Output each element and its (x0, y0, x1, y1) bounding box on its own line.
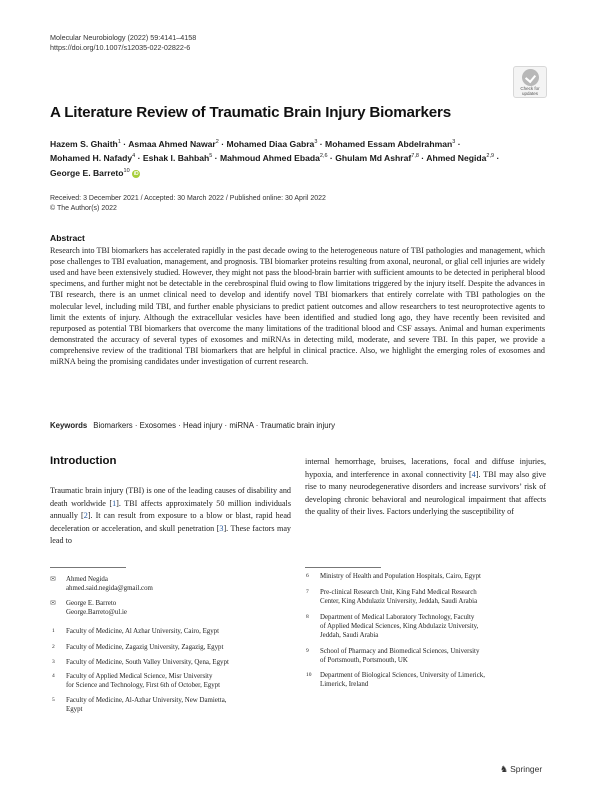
author-affiliation-ref: 3 (452, 139, 456, 146)
citation-link[interactable]: 4 (471, 469, 476, 479)
intro-text: ]. It can result from exposure to a blow or blast, rapid head deceleration or acceleration, and skull penetration [ (50, 511, 291, 533)
affiliation-number: 5 (52, 697, 55, 703)
intro-text: internal hemorrhage, bruises, lacerations, focal and diffuse injuries, hypoxia, and interference in axonal connectivity [ (305, 457, 546, 479)
keywords-line (50, 421, 335, 430)
envelope-icon: ✉ (50, 600, 56, 607)
author-affiliation-ref: 7,8 (411, 153, 419, 160)
affiliation-text: Department of Biological Sciences, University of Limerick, (320, 672, 485, 679)
publication-history (50, 194, 326, 214)
affiliation-number: 6 (306, 573, 309, 579)
footnote-divider (50, 567, 126, 568)
affiliation-number: 10 (306, 672, 312, 678)
author-name[interactable]: Mohamed H. Nafady (50, 153, 133, 164)
keywords-text: Biomarkers · Exosomes · Head injury · miRNA · Traumatic brain injury (93, 421, 336, 430)
orcid-icon[interactable]: iD (133, 170, 139, 177)
envelope-icon: ✉ (50, 576, 56, 583)
affiliation-item (306, 573, 550, 582)
keywords-label: Keywords (50, 421, 88, 430)
affiliation-item (52, 628, 296, 637)
correspondent-name: George E. Barreto (66, 600, 117, 607)
author-name[interactable]: George E. Barreto (50, 167, 124, 178)
author-affiliation-ref: 5 (209, 153, 213, 160)
correspondent-name: Ahmed Negida (66, 576, 108, 583)
author-name[interactable]: Mohamed Diaa Gabra (226, 139, 315, 149)
author-affiliation-ref: 2,6 (319, 153, 328, 160)
affiliation-number: 7 (306, 589, 309, 595)
author-list: Hazem S. Ghaith$^1$ · Asmaa Ahmed Nawar$^2$ · Mohamed Diaa Gabra$^3$ · Mohamed Essam Abdelrahman$^3$ · Mohamed H. Nafady$^4$ · Eshak I. Bahbah$^5$ · Mahmoud Ahmed Ebada$^{2,6}$ · Ghulam Md Ashraf$^{7,8}$ · Ahmed Negida$^{2,9}$ · George E. Barreto$^{10}$ iD (50, 139, 500, 178)
affiliation-number: 8 (306, 614, 309, 620)
affiliation-number: 4 (52, 673, 55, 679)
affiliation-text: Faculty of Applied Medical Science, Misr University (66, 673, 213, 680)
affiliation-item (52, 697, 296, 715)
affiliation-number: 3 (52, 659, 55, 665)
affiliation-text: Faculty of Medicine, South Valley University, Qena, Egypt (66, 659, 229, 666)
copyright-line: © The Author(s) 2022 (50, 205, 117, 212)
author-name[interactable]: Ahmed Negida (426, 153, 487, 164)
publisher-name: Springer (510, 764, 543, 774)
publisher-logo (500, 764, 542, 775)
intro-text: ]. These factors may lead to (50, 523, 291, 546)
author-affiliation-ref: 2 (215, 139, 219, 146)
author-affiliation-ref: 1 (117, 139, 121, 146)
author-name[interactable]: Mahmoud Ahmed Ebada (219, 153, 320, 164)
affiliation-text: of Applied Medical Sciences, King Abdulaziz University, (320, 622, 479, 630)
abstract-section (50, 233, 545, 367)
check-updates-label: Check for updates (520, 86, 540, 96)
affiliation-item (52, 673, 296, 691)
affiliation-text: Jeddah, Saudi Arabia (320, 631, 379, 639)
affiliation-text: Center, King Abdulaziz University, Jeddah, Saudi Arabia (320, 597, 478, 605)
affiliation-text: School of Pharmacy and Biomedical Sciences, University (320, 648, 480, 655)
citation-link[interactable]: 3 (219, 523, 224, 533)
intro-paragraph-right (305, 456, 546, 519)
author-name[interactable]: Asmaa Ahmed Nawar (128, 139, 216, 149)
affiliation-item (52, 644, 296, 653)
intro-text: ]. TBI affects approximately 50 million individuals annually [ (50, 498, 291, 521)
citation-link[interactable]: 1 (112, 498, 117, 508)
article-title: A Literature Review of Traumatic Brain Injury Biomarkers (50, 104, 451, 121)
correspondent-email[interactable]: ahmed.said.negida@gmail.com (66, 584, 153, 592)
footnote-divider (305, 567, 381, 568)
author-name[interactable]: Mohamed Essam Abdelrahman (325, 139, 453, 149)
author-affiliation-ref: 10 (123, 167, 130, 174)
author-name[interactable]: Eshak I. Bahbah (142, 153, 210, 164)
author-name[interactable]: Ghulam Md Ashraf (335, 153, 412, 164)
correspondent-email[interactable]: George.Barreto@ul.ie (66, 608, 127, 616)
affiliation-text: Faculty of Medicine, Al Azhar University, Cairo, Egypt (66, 628, 220, 635)
affiliation-item (306, 648, 550, 666)
abstract-heading: Abstract (50, 233, 85, 243)
author-affiliation-ref: 3 (314, 139, 318, 146)
affiliation-text: Egypt (66, 705, 83, 713)
author-affiliation-ref: 4 (132, 153, 136, 160)
affiliation-number: 1 (52, 628, 55, 634)
affiliation-text: Limerick, Ireland (320, 680, 369, 688)
journal-reference (50, 33, 196, 53)
journal-citation: Molecular Neurobiology (2022) 59:4141–4158 (50, 33, 197, 42)
check-for-updates-badge[interactable] (513, 66, 547, 98)
affiliation-text: Ministry of Health and Population Hospitals, Cairo, Egypt (320, 573, 481, 580)
author-affiliation-ref: 2,9 (486, 153, 495, 160)
affiliation-item (52, 659, 296, 668)
affiliation-text: Pre-clinical Research Unit, King Fahd Medical Research (320, 589, 477, 596)
affiliation-number: 2 (52, 644, 55, 650)
affiliation-text: Faculty of Medicine, Zagazig University, Zagazig, Egypt (66, 644, 224, 651)
abstract-text: Research into TBI biomarkers has accelerated rapidly in the past decade owing to the heterogeneous nature of TBI pathologies and management, which pose challenges to TBI evaluation, management, and prognosis. TBI biomarker proteins resulting from axonal, neuronal, or glial cell injuries are widely used and have been extensively studied. However, they might not pass the blood-brain barrier with sufficient amounts to be detected in peripheral blood specimens, and further might not be detectable in the cerebrospinal fluid owing to flow limitations triggered by the injury itself. Despite the advances in TBI research, there is an unmet clinical need to develop and identify novel TBI biomarkers that entirely correlate with TBI pathologies on the molecular level, including mild TBI, and further enable physicians to predict patient outcomes and allow researchers to test neuroprotective agents to limit the extents of injury. Although the extracellular vesicles have been identified and studied long ago, they have recently been revisited and repurposed as potential TBI biomarkers that overcome the many limitations of the traditional blood and CSF assays. Animal and human experiments demonstrated the accuracy of several types of exosomes and miRNAs in detecting mild, moderate, and severe TBI. In this paper, we provide a comprehensive review of the traditional TBI biomarkers that are helpful in clinical practice. Also, we highlight the emerging roles of exosomes and miRNA being the promising candidates under investigation of current research. (50, 246, 545, 367)
correspondence-entry (50, 576, 296, 594)
affiliation-item (306, 589, 550, 607)
affiliation-text: Department of Medical Laboratory Technology, Faculty (320, 614, 475, 621)
affiliation-item (306, 614, 550, 641)
affiliation-text: Faculty of Medicine, Al-Azhar University, New Damietta, (66, 697, 227, 704)
intro-text: ]. TBI may also give rise to many neurodegenerative disorders and increase survivors’ risk of developing chronic behavioral and neurological impairment that affects the quality of their lives. Factors underlying the susceptibility of (305, 469, 546, 517)
section-heading-introduction: Introduction (50, 455, 117, 467)
intro-paragraph-left (50, 485, 291, 548)
checkmark-icon (522, 69, 539, 86)
citation-link[interactable]: 2 (83, 511, 88, 521)
publication-dates: Received: 3 December 2021 / Accepted: 30 March 2022 / Published online: 30 April 2022 (50, 195, 326, 202)
doi-link[interactable]: https://doi.org/10.1007/s12035-022-02822-6 (50, 43, 191, 52)
intro-text: Traumatic brain injury (TBI) is one of the leading causes of disability and death worldwide [ (50, 486, 291, 508)
affiliation-item (306, 672, 550, 690)
affiliation-number: 9 (306, 648, 309, 654)
affiliation-text: for Science and Technology, First 6th of October, Egypt (66, 681, 221, 689)
affiliation-text: of Portsmouth, Portsmouth, UK (320, 656, 408, 664)
author-name[interactable]: Hazem S. Ghaith (50, 139, 118, 149)
correspondence-entry (50, 600, 296, 618)
springer-horse-icon: ♞ (500, 764, 509, 774)
